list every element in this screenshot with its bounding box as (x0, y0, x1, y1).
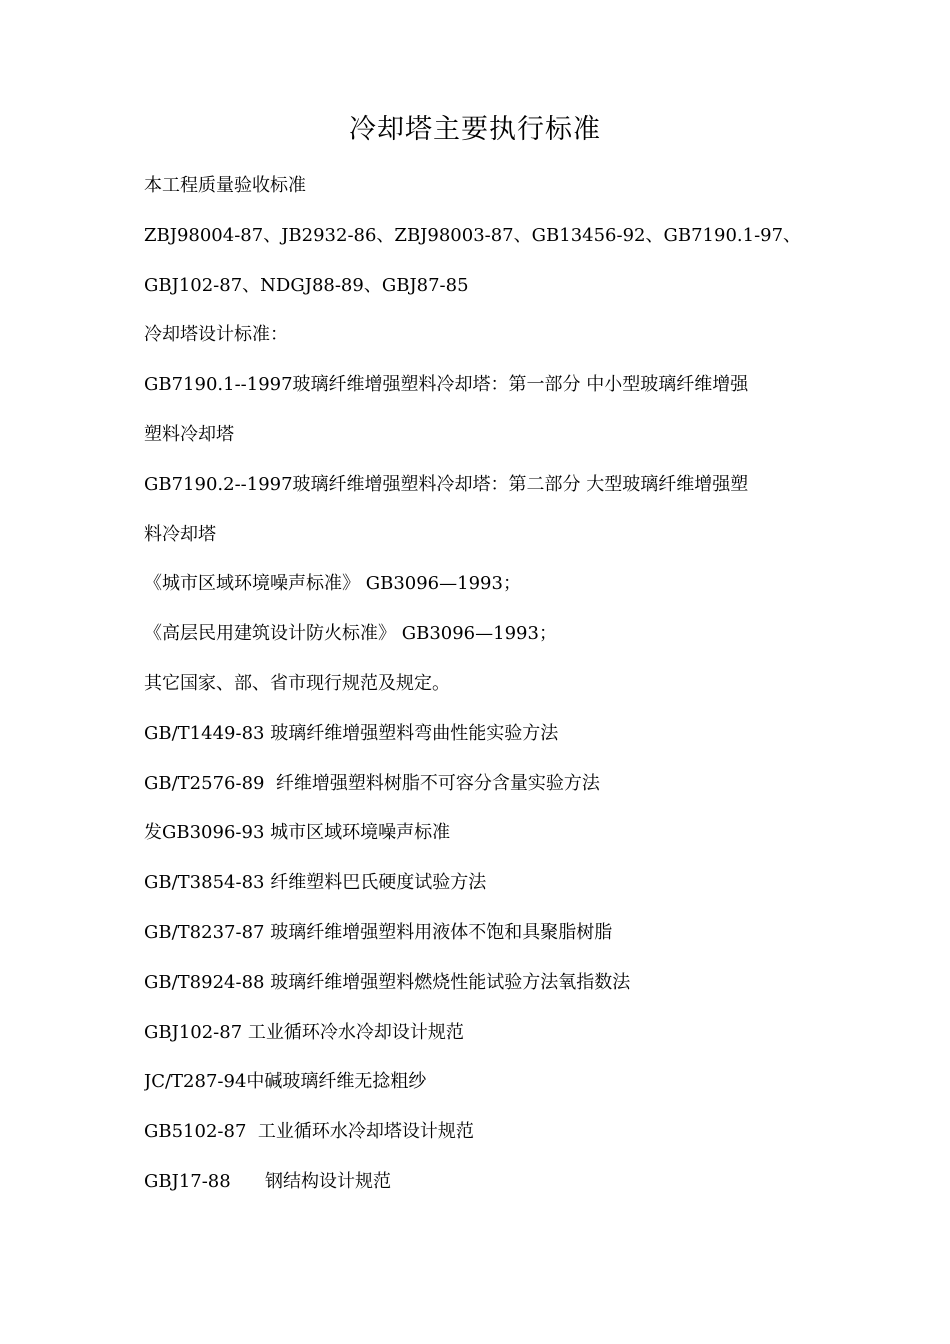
text-line: 料冷却塔 (144, 523, 216, 545)
text-line: GB/T2576-89 纤维增强塑料树脂不可容分含量实验方法 (144, 772, 600, 794)
text-line: GB/T1449-83 玻璃纤维增强塑料弯曲性能实验方法 (144, 722, 559, 744)
text-line: GBJ102-87 工业循环冷水冷却设计规范 (144, 1021, 464, 1043)
text-line: 《高层民用建筑设计防火标准》 GB3096—1993； (144, 623, 557, 645)
text-line: GB/T8924-88 玻璃纤维增强塑料燃烧性能试验方法氧指数法 (144, 971, 631, 993)
text-line: GB/T8237-87 玻璃纤维增强塑料用液体不饱和具聚脂树脂 (144, 921, 613, 943)
document-body (144, 166, 824, 1212)
text-line: GB/T3854-83 纤维塑料巴氏硬度试验方法 (144, 872, 487, 894)
text-line: 《城市区域环境噪声标准》 GB3096—1993； (144, 573, 521, 595)
text-line: ZBJ98004-87、JB2932-86、ZBJ98003-87、GB13456-92、GB7190.1-97、 (144, 224, 802, 246)
text-line: GB5102-87 工业循环水冷却塔设计规范 (144, 1121, 474, 1143)
document-title: 冷却塔主要执行标准 (349, 114, 601, 145)
text-line: JC/T287-94中碱玻璃纤维无捻粗纱 (144, 1071, 427, 1093)
text-line: GBJ102-87、NDGJ88-89、GBJ87-85 (144, 274, 469, 296)
text-line: GB7190.1--1997玻璃纤维增强塑料冷却塔：第一部分 中小型玻璃纤维增强 (144, 374, 749, 396)
text-line: 本工程质量验收标准 (144, 175, 306, 196)
text-line: GB7190.2--1997玻璃纤维增强塑料冷却塔：第二部分 大型玻璃纤维增强塑 (144, 473, 749, 495)
text-line: 冷却塔设计标准： (144, 324, 288, 346)
text-line: GBJ17-88 钢结构设计规范 (144, 1170, 392, 1192)
text-line: 其它国家、部、省市现行规范及规定。 (144, 672, 450, 694)
text-line: 塑料冷却塔 (144, 423, 234, 445)
text-line: 发GB3096-93 城市区域环境噪声标准 (144, 822, 451, 844)
